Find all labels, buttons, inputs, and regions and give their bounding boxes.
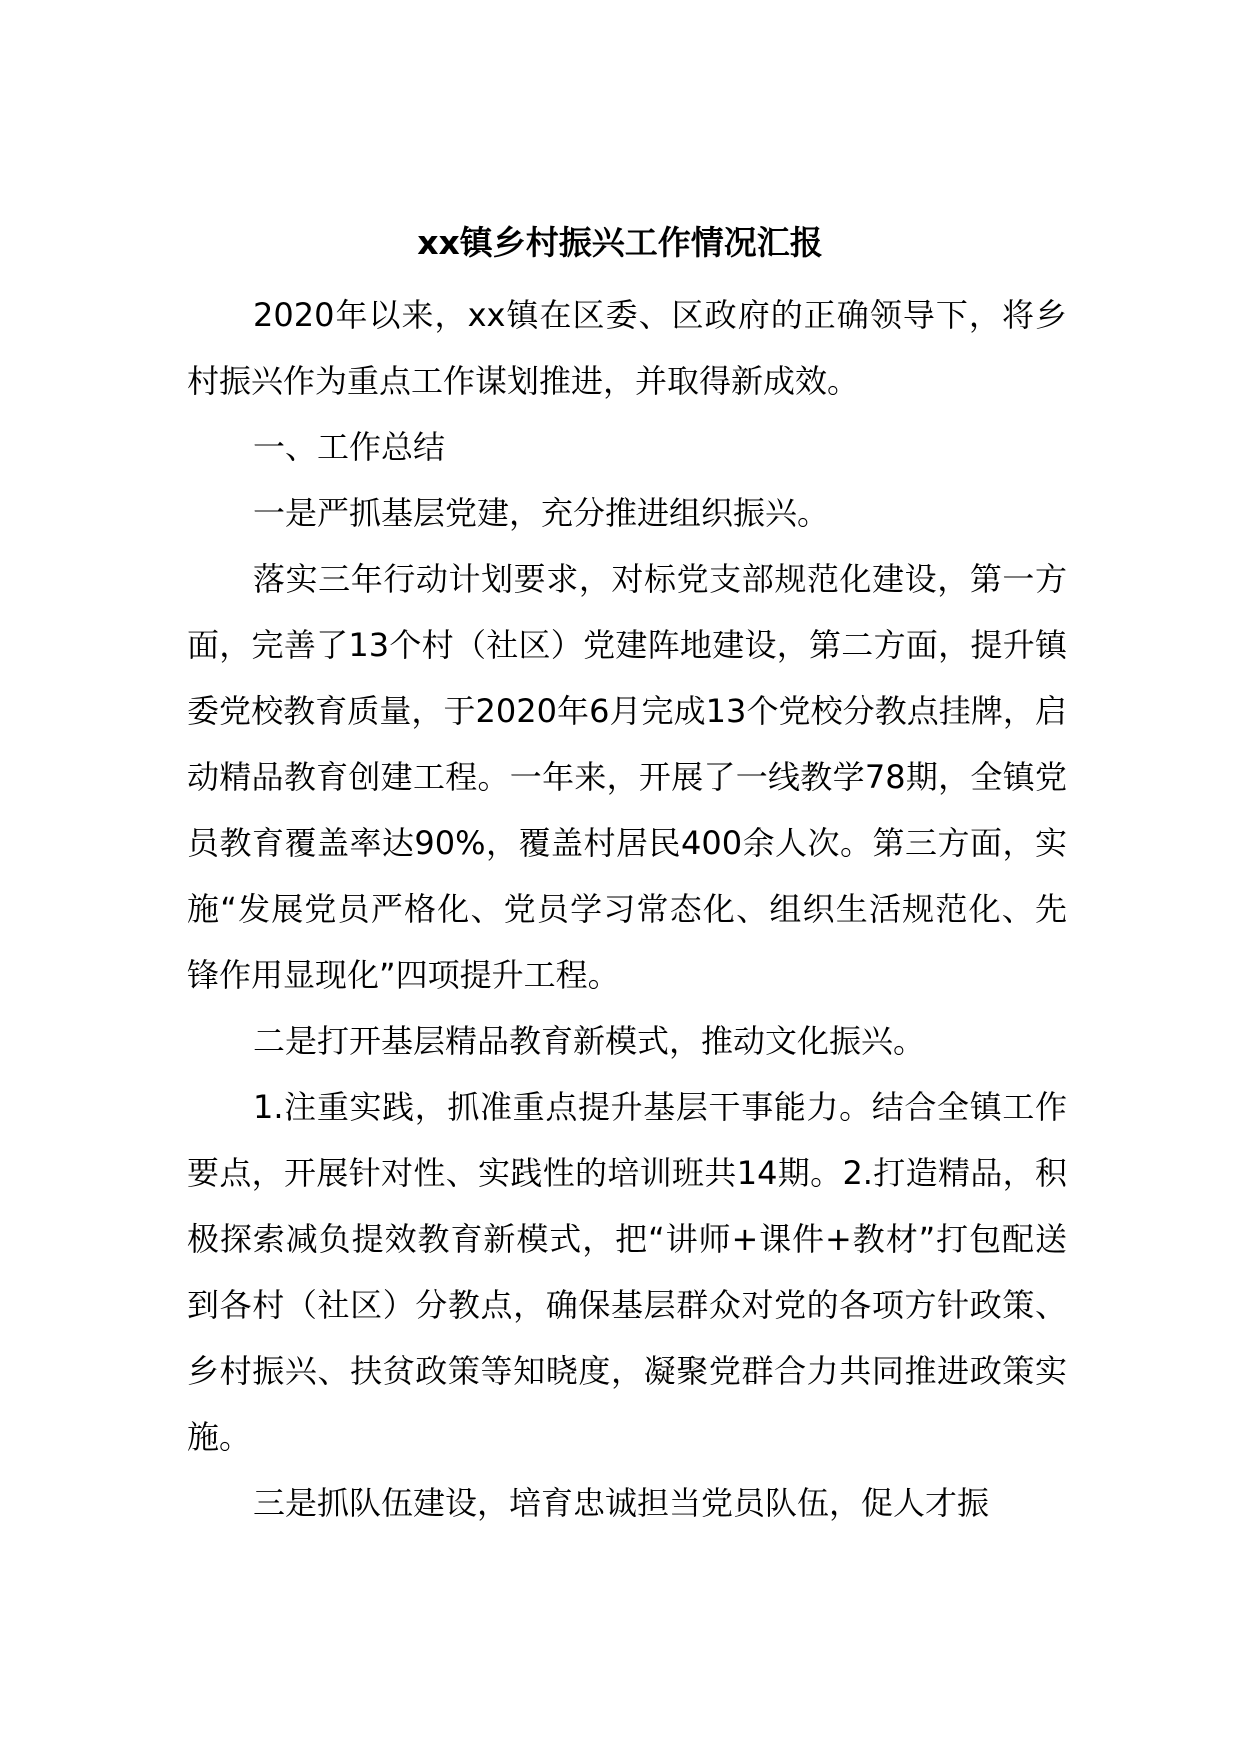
paragraph-education-model: 1.注重实践，抓准重点提升基层干事能力。结合全镇工作要点，开展针对性、实践性的培训班共14期。2.打造精品，积极探索减负提效教育新模式，把“讲师+课件+教材”打包配送到各村（社区）分教点，确保基层群众对党的各项方针政策、乡村振兴、扶贫政策等知晓度，凝聚党群合力共同推进政策实施。: [187, 1088, 1067, 1456]
document-title: xx镇乡村振兴工作情况汇报: [417, 223, 823, 262]
section-heading-work-summary: 一、工作总结: [253, 428, 446, 466]
subheading-culture-revitalization: 二是打开基层精品教育新模式，推动文化振兴。: [253, 1022, 926, 1060]
document-body: [187, 282, 1067, 1536]
paragraph-intro: 2020年以来，xx镇在区委、区政府的正确领导下，将乡村振兴作为重点工作谋划推进，并取得新成效。: [187, 296, 1067, 400]
subheading-organization-revitalization: 一是严抓基层党建，充分推进组织振兴。: [253, 494, 830, 532]
subheading-talent-revitalization: 三是抓队伍建设，培育忠诚担当党员队伍，促人才振: [253, 1484, 990, 1522]
paragraph-party-building: 落实三年行动计划要求，对标党支部规范化建设，第一方面，完善了13个村（社区）党建阵地建设，第二方面，提升镇委党校教育质量，于2020年6月完成13个党校分教点挂牌，启动精品教育创建工程。一年来，开展了一线教学78期，全镇党员教育覆盖率达90%，覆盖村居民400余人次。第三方面，实施“发展党员严格化、党员学习常态化、组织生活规范化、先锋作用显现化”四项提升工程。: [187, 560, 1067, 994]
